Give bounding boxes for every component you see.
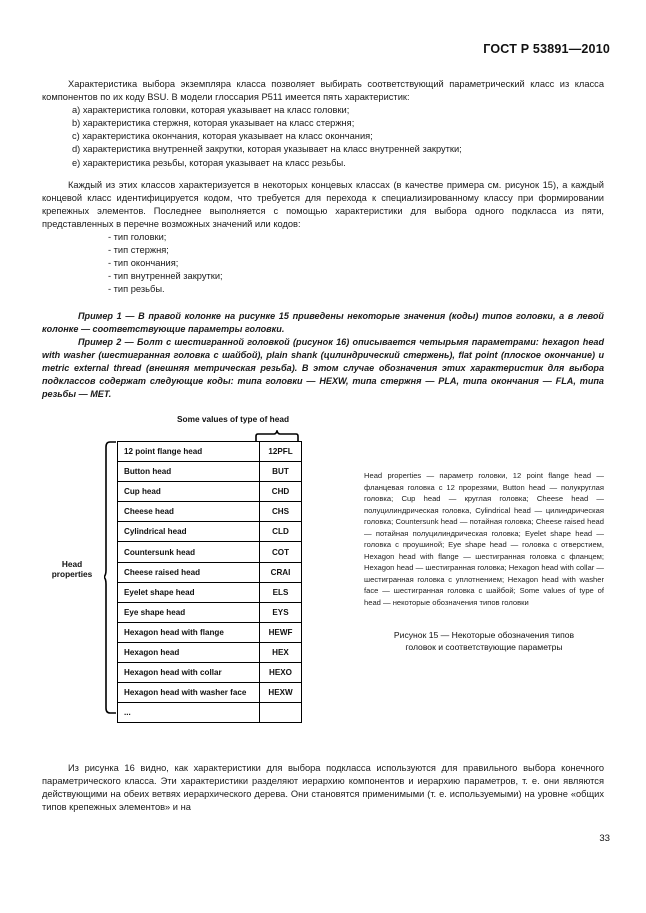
head-type-code: [260, 703, 302, 723]
closing-paragraph: Из рисунка 16 видно, как характеристики для выбора подкласса используются для правильного выбора конечного параметрического класса. Эти характеристики разделяют иерархию компонентов и иерархию параметров, т. е. они являются действующими на обеих ветвях иерархического дерева. Они становятся применимыми (т. е. используемыми) на уровне «общих типов крепежных элементов» и на: [42, 763, 604, 813]
head-type-code: BUT: [260, 462, 302, 482]
second-item-shank-type: - тип стержня;: [108, 245, 169, 256]
table-row: [118, 622, 302, 642]
table-row: [118, 663, 302, 683]
figure-caption-line1: Рисунок 15 — Некоторые обозначения типов: [393, 630, 575, 640]
intro-item-c: c) характеристика окончания, которая указывает на класс окончания;: [72, 131, 373, 142]
head-types-table: [117, 441, 302, 723]
second-item-thread-type: - тип резьбы.: [108, 284, 165, 295]
figure-caption-line2: головок и соответствующие параметры: [405, 641, 563, 652]
table-row: [118, 502, 302, 522]
table-row: [118, 602, 302, 622]
figure-description: Head properties — параметр головки, 12 point flange head — фланцевая головка с 12 прорезями, Button head — полукруглая головка; Cup head — круглая головка; Cheese head — полуцилиндрическая головка, Cylindrical head — цилиндрическая головка; Countersunk head — потайная головка; Cheese raised head — потайная полуцилиндрическая головка; Eyelet shape head — головка с проушиной; Eye shape head — головка с отверстием, Hexagon head with flange — шестигранная головка с фланцем; Hexagon head — шестигранная головка; Hexagon head with collar — шестигранная головка с уплотнением; Hexagon head with washer face — шестигранная головка с шайбой; Some values of type of head — некоторые обозначения типов головки: [364, 471, 604, 607]
figure-diagram: [42, 408, 342, 728]
table-row: [118, 522, 302, 542]
example-2: Пример 2 — Болт с шестигранной головкой (рисунок 16) описывается четырьмя параметрами: hexagon head with washer (шестигранная головка с шайбой), plain shank (цилиндрический стержень), flat point (плоское окончание) и metric external thread (внешняя метрическая резьба). В этом случае обозначения этих характеристик для выбора подклассов содержат следующие коды: типа головки — HEXW, типа стержня — PLA, типа окончания — FLA, типа резьбы — MET.: [42, 336, 604, 400]
head-type-code: CHD: [260, 482, 302, 502]
head-type-code: HEWF: [260, 622, 302, 642]
spacer: [42, 170, 604, 179]
intro-item-d: d) характеристика внутренней закрутки, которая указывает на класс внутренней закрутки;: [72, 144, 462, 155]
second-item-point-type: - тип окончания;: [108, 258, 179, 269]
head-type-code: EYS: [260, 602, 302, 622]
head-type-name: Hexagon head with collar: [118, 663, 260, 683]
table-row: [118, 442, 302, 462]
head-properties-label-line2: properties: [51, 569, 93, 579]
head-type-name: 12 point flange head: [118, 442, 260, 462]
second-item-drive-type: - тип внутренней закрутки;: [108, 271, 223, 282]
head-type-code: COT: [260, 542, 302, 562]
table-row: [118, 582, 302, 602]
head-type-code: 12PFL: [260, 442, 302, 462]
head-type-code: CHS: [260, 502, 302, 522]
standard-header: ГОСТ Р 53891—2010: [483, 42, 610, 56]
head-type-name: Eye shape head: [118, 602, 260, 622]
head-type-name: Button head: [118, 462, 260, 482]
intro-item-b: b) характеристика стержня, которая указывает на класс стержня;: [72, 118, 355, 129]
figure-description-column: [364, 470, 604, 653]
table-row: [118, 482, 302, 502]
head-type-name: ...: [118, 703, 260, 723]
head-type-name: Eyelet shape head: [118, 582, 260, 602]
table-row: [118, 703, 302, 723]
head-type-code: ELS: [260, 582, 302, 602]
head-type-code: HEXW: [260, 683, 302, 703]
example-1: Пример 1 — В правой колонке на рисунке 15 приведены некоторые значения (коды) типов головки, а в левой колонке — соответствующие параметры головки.: [42, 310, 604, 334]
intro-paragraph: Характеристика выбора экземпляра класса позволяет выбирать соответствующий параметрический класс из класса компонентов по их коду BSU. В модели глоссария P511 имеется пять характеристик:: [42, 79, 604, 103]
head-type-name: Hexagon head with flange: [118, 622, 260, 642]
head-type-code: CLD: [260, 522, 302, 542]
head-type-name: Cheese raised head: [118, 562, 260, 582]
table-row: [118, 683, 302, 703]
page-number: 33: [599, 833, 610, 844]
head-properties-label: [42, 559, 102, 579]
intro-item-a: a) характеристика головки, которая указывает на класс головки;: [72, 105, 350, 116]
intro-item-e: e) характеристика резьбы, которая указывает на класс резьбы.: [72, 157, 346, 168]
second-item-head-type: - тип головки;: [108, 232, 167, 243]
head-type-name: Countersunk head: [118, 542, 260, 562]
table-row: [118, 642, 302, 662]
brace-left-icon: [104, 441, 117, 714]
head-types-table-body: [118, 442, 302, 723]
page-content: [42, 78, 604, 401]
head-properties-label-line1: Head: [61, 559, 83, 569]
table-row: [118, 462, 302, 482]
figure-top-caption: Some values of type of head: [177, 414, 290, 424]
head-type-name: Cheese head: [118, 502, 260, 522]
table-row: [118, 562, 302, 582]
table-row: [118, 542, 302, 562]
spacer: [42, 297, 604, 310]
second-paragraph: Каждый из этих классов характеризуется в некоторых концевых классах (в качестве примера см. рисунок 15), а каждый концевой класс идентифицируется кодом, что требуется для перехода к специализированному классу при формировании крепежных элементов. Последнее выполняется с помощью характеристики для выбора одного подкласса из пяти, представленных в перечне возможных значений или кодов:: [42, 179, 604, 229]
figure-15: [42, 408, 604, 728]
head-type-name: Hexagon head: [118, 642, 260, 662]
head-type-name: Cylindrical head: [118, 522, 260, 542]
head-type-code: HEX: [260, 642, 302, 662]
head-type-code: CRAI: [260, 562, 302, 582]
closing-section: [42, 762, 604, 814]
head-type-name: Hexagon head with washer face: [118, 683, 260, 703]
head-type-code: HEXO: [260, 663, 302, 683]
head-type-name: Cup head: [118, 482, 260, 502]
